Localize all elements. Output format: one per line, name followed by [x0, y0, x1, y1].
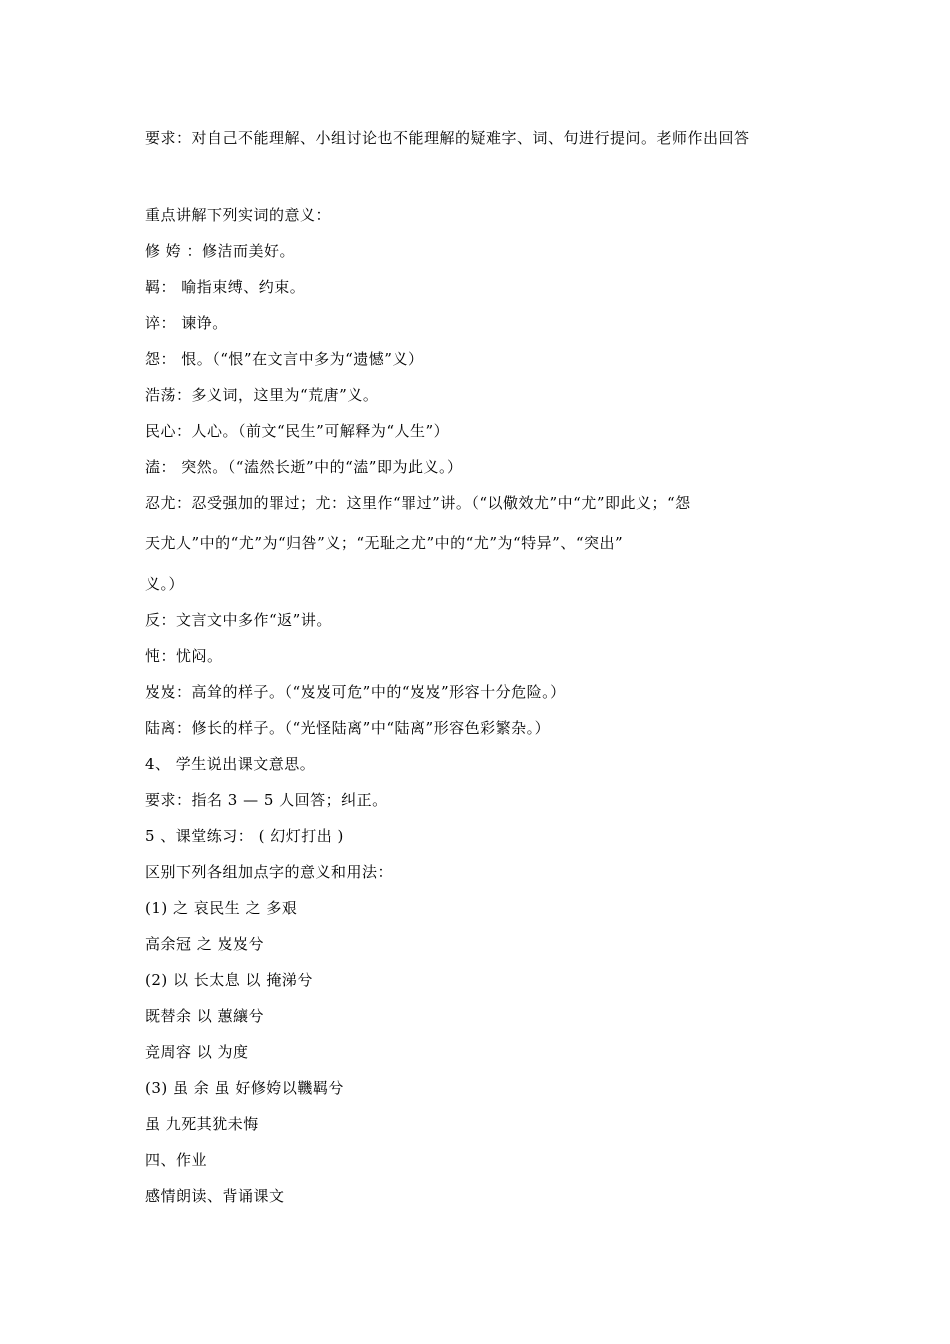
definition-tun: 忳：忧闷。 [145, 647, 223, 665]
definition-luli: 陆离：修长的样子。（“光怪陆离”中“陆离”形容色彩繁杂。） [145, 719, 551, 737]
definition-fan: 反：文言文中多作“返”讲。 [145, 611, 332, 629]
exercise-3-line2: 虽 九死其犹未悔 [145, 1115, 259, 1133]
definition-jiji: 岌岌：高耸的样子。（“岌岌可危”中的“岌岌”形容十分危险。） [145, 683, 566, 701]
exercise-2-line3: 竞周容 以 为度 [145, 1043, 249, 1061]
step-5-heading: 5 、课堂练习： ( 幻灯打出 ) [145, 827, 344, 845]
definition-sui: 谇： 谏诤。 [145, 314, 228, 332]
requirement-question-line: 要求：对自己不能理解、小组讨论也不能理解的疑难字、词、句进行提问。老师作出回答 [145, 129, 750, 147]
key-words-heading: 重点讲解下列实词的意义： [145, 206, 332, 224]
definition-haodang: 浩荡：多义词，这里为“荒唐”义。 [145, 386, 379, 404]
exercise-instruction: 区别下列各组加点字的意义和用法： [145, 863, 394, 881]
exercise-1-line2: 高余冠 之 岌岌兮 [145, 935, 265, 953]
definition-xiukua: 修 姱 ：修洁而美好。 [145, 242, 296, 260]
exercise-2-line2: 既替余 以 蕙纕兮 [145, 1007, 265, 1025]
exercise-2-line1: (2) 以 长太息 以 掩涕兮 [145, 971, 313, 989]
step-4-requirement: 要求：指名 3 — 5 人回答；纠正。 [145, 791, 388, 809]
step-4-heading: 4、 学生说出课文意思。 [145, 755, 316, 773]
definition-minxin: 民心：人心。（前文“民生”可解释为“人生”） [145, 422, 450, 440]
exercise-3-line1: (3) 虽 余 虽 好修姱以鞿羁兮 [145, 1079, 344, 1097]
homework-task: 感情朗读、背诵课文 [145, 1187, 285, 1205]
definition-renyou-line2: 天尤人”中的“尤”为“归咎”义；“无耻之尤”中的“尤”为“特异”、“突出” [145, 534, 624, 552]
definition-renyou-line3: 义。） [145, 575, 185, 593]
exercise-1-line1: (1) 之 哀民生 之 多艰 [145, 899, 298, 917]
definition-ji: 羁： 喻指束缚、约束。 [145, 278, 306, 296]
definition-yuan: 怨： 恨。（“恨”在文言中多为“遗憾”义） [145, 350, 424, 368]
definition-renyou-line1: 忍尤：忍受强加的罪过；尤：这里作“罪过”讲。（“以儆效尤”中“尤”即此义；“怨 [145, 494, 691, 512]
definition-ke: 溘： 突然。（“溘然长逝”中的“溘”即为此义。） [145, 458, 463, 476]
homework-heading: 四、作业 [145, 1151, 208, 1169]
